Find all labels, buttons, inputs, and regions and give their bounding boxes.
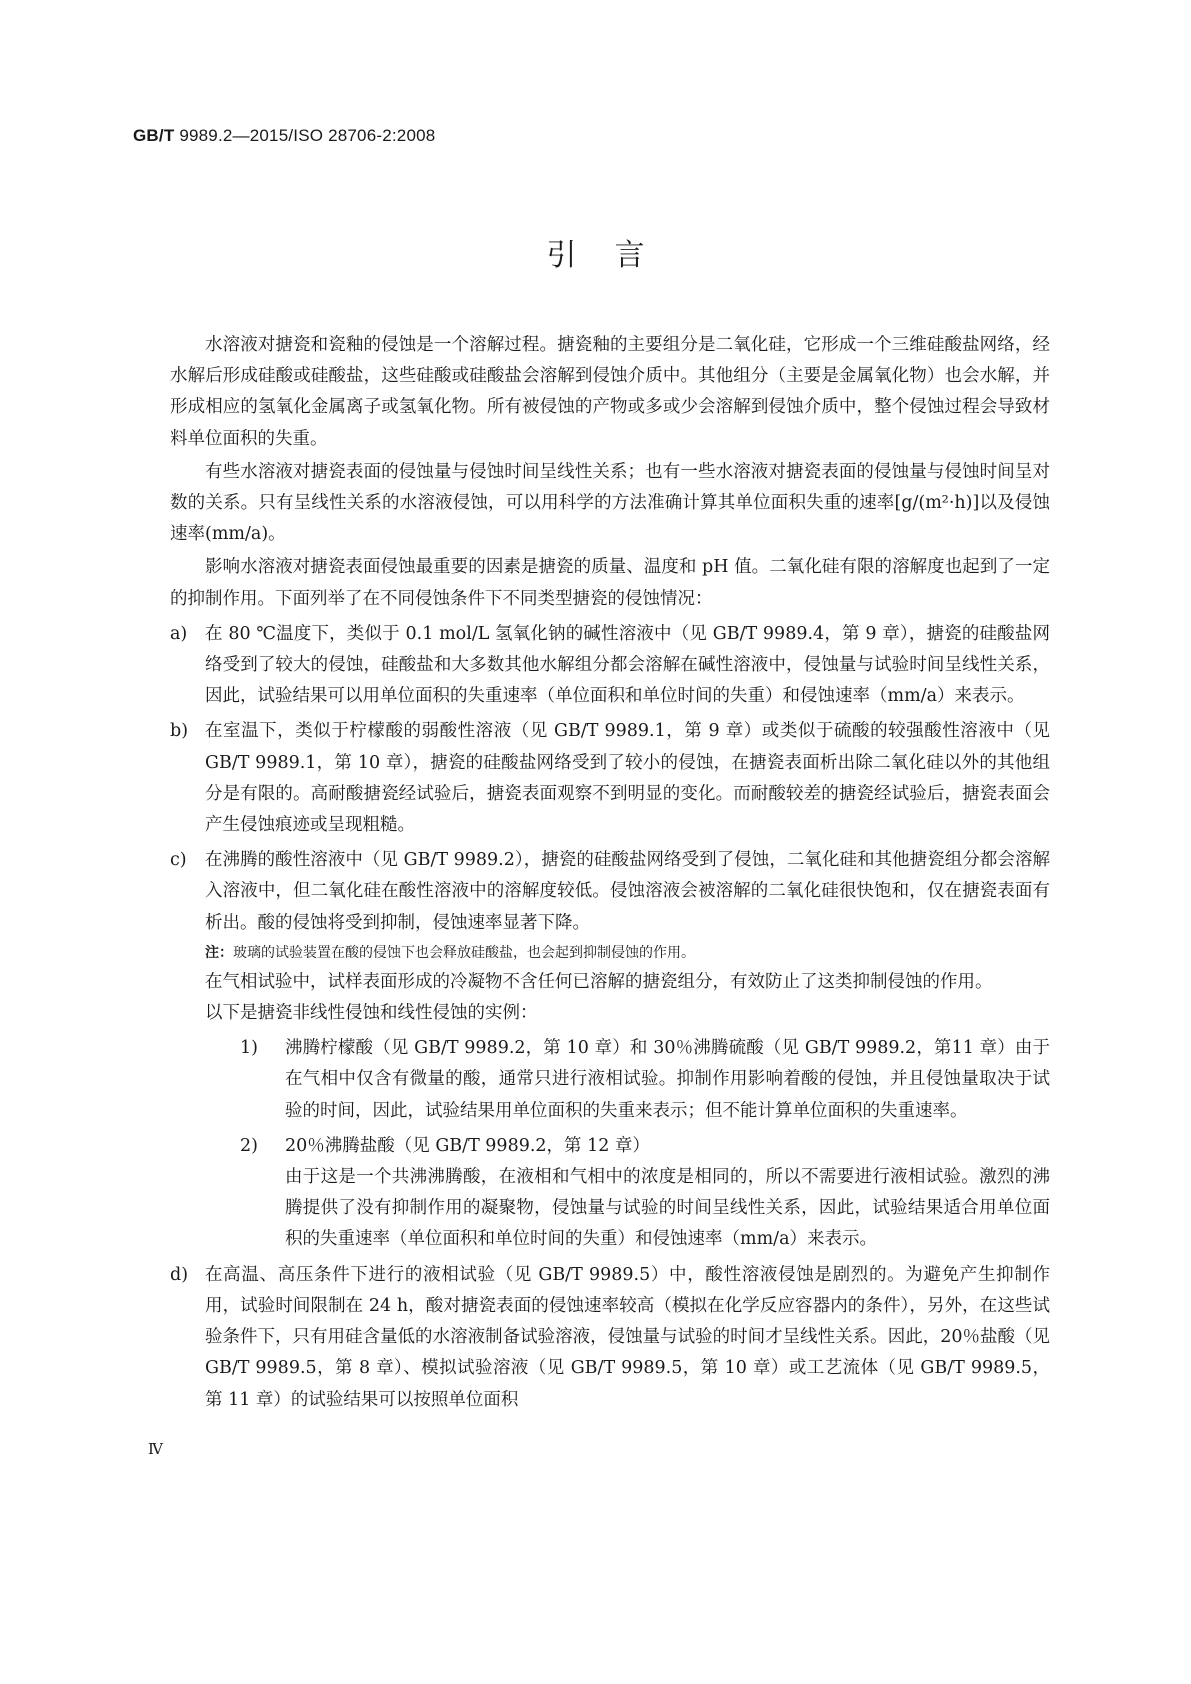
paragraph-2: 有些水溶液对搪瓷表面的侵蚀量与侵蚀时间呈线性关系；也有一些水溶液对搪瓷表面的侵蚀量与侵蚀时间呈对数的关系。只有呈线性关系的水溶液侵蚀，可以用科学的方法准确计算其单位面积失重的速率[g/(m²·h)]以及侵蚀速率(mm/a)。 [170, 461, 1050, 545]
page-number: Ⅳ [148, 1440, 163, 1458]
numbered-item-text: 20％沸腾盐酸（见 GB/T 9989.2，第 12 章） [285, 1135, 650, 1156]
paragraph-1: 水溶液对搪瓷和瓷釉的侵蚀是一个溶解过程。搪瓷釉的主要组分是二氧化硅，它形成一个三维硅酸盐网络，经水解后形成硅酸或硅酸盐，这些硅酸或硅酸盐会溶解到侵蚀介质中。其他组分（主要是金属氧化物）也会水解，并形成相应的氢氧化金属离子或氢氧化物。所有被侵蚀的产物或多或少会溶解到侵蚀介质中，整个侵蚀过程会导致材料单位面积的失重。 [170, 335, 1050, 449]
list-marker: d) [170, 1264, 189, 1285]
numbered-item-1 [205, 1033, 1050, 1127]
list-item-a [170, 619, 1050, 713]
list-item-text: 在高温、高压条件下进行的液相试验（见 GB/T 9989.5）中，酸性溶液侵蚀是剧烈的。为避免产生抑制作用，试验时间限制在 24 h，酸对搪瓷表面的侵蚀速率较高（模拟在化学反应容器内的条件），另外，在这些试验条件下，只有用硅含量低的水溶液制备试验溶液，侵蚀量与试验的时间才呈线性关系。因此，20％盐酸（见 GB/T 9989.5，第 8 章）、模拟试验溶液（见 GB/T 9989.5，第 10 章）或工艺流体（见 GB/T 9989.5，第 11 章）的试验结果可以按照单位面积 [205, 1264, 1050, 1410]
item-c-paragraph-2: 在气相试验中，试样表面形成的冷凝物不含任何已溶解的搪瓷组分，有效防止了这类抑制侵蚀的作用。 [205, 971, 993, 992]
paragraph-3: 影响水溶液对搪瓷表面侵蚀最重要的因素是搪瓷的质量、温度和 pH 值。二氧化硅有限的溶解度也起到了一定的抑制作用。下面列举了在不同侵蚀条件下不同类型搪瓷的侵蚀情况： [170, 557, 1050, 609]
item-c-paragraph-3: 以下是搪瓷非线性侵蚀和线性侵蚀的实例： [205, 1003, 538, 1024]
standard-header [133, 126, 435, 146]
standard-number: 9989.2—2015/ISO 28706-2:2008 [174, 126, 436, 145]
section-title: 引言 [546, 238, 683, 273]
list-marker: a) [170, 623, 188, 644]
list-item-text: 在沸腾的酸性溶液中（见 GB/T 9989.2），搪瓷的硅酸盐网络受到了侵蚀，二氧化硅和其他搪瓷组分都会溶解入溶液中，但二氧化硅在酸性溶液中的溶解度较低。侵蚀溶液会被溶解的二氧化硅很快饱和，仅在搪瓷表面有析出。酸的侵蚀将受到抑制，侵蚀速率显著下降。 [205, 850, 1050, 933]
note-text: 玻璃的试验装置在酸的侵蚀下也会释放硅酸盐，也会起到抑制侵蚀的作用。 [233, 944, 695, 961]
list-item-text: 在 80 ℃温度下，类似于 0.1 mol/L 氢氧化钠的碱性溶液中（见 GB/T 9989.4，第 9 章），搪瓷的硅酸盐网络受到了较大的侵蚀，硅酸盐和大多数其他水解组分都会溶解在碱性溶液中，侵蚀量与试验时间呈线性关系，因此，试验结果可以用单位面积的失重速率（单位面积和单位时间的失重）和侵蚀速率（mm/a）来表示。 [205, 623, 1050, 707]
standard-prefix: GB/T [133, 126, 175, 145]
numbered-item-text: 沸腾柠檬酸（见 GB/T 9989.2，第 10 章）和 30％沸腾硫酸（见 GB/T 9989.2，第11 章）由于在气相中仅含有微量的酸，通常只进行液相试验。抑制作用影响着酸的侵蚀，并且侵蚀量取决于试验的时间，因此，试验结果用单位面积的失重来表示；但不能计算单位面积的失重速率。 [285, 1038, 1050, 1121]
list-item-b [170, 716, 1050, 841]
list-marker: c) [170, 850, 187, 871]
note-label: 注： [205, 944, 233, 961]
numbered-marker: 2) [240, 1135, 258, 1156]
note [205, 941, 1050, 965]
list-item-text: 在室温下，类似于柠檬酸的弱酸性溶液（见 GB/T 9989.1，第 9 章）或类似于硫酸的较强酸性溶液中（见 GB/T 9989.1，第 10 章），搪瓷的硅酸盐网络受到了较小的侵蚀，在搪瓷表面析出除二氧化硅以外的其他组分是有限的。高耐酸搪瓷经试验后，搪瓷表面观察不到明显的变化。而耐酸较差的搪瓷经试验后，搪瓷表面会产生侵蚀痕迹或呈现粗糙。 [205, 721, 1050, 836]
numbered-marker: 1) [240, 1038, 258, 1059]
list-marker: b) [170, 721, 189, 742]
numbered-item-2 [205, 1131, 1050, 1162]
list-item-c [170, 845, 1050, 939]
body-content [170, 330, 1050, 1416]
numbered-item-2-paragraph: 由于这是一个共沸沸腾酸，在液相和气相中的浓度是相同的，所以不需要进行液相试验。激烈的沸腾提供了没有抑制作用的凝聚物，侵蚀量与试验的时间呈线性关系，因此，试验结果适合用单位面积的失重速率（单位面积和单位时间的失重）和侵蚀速率（mm/a）来表示。 [285, 1167, 1050, 1250]
list-item-d [170, 1260, 1050, 1416]
